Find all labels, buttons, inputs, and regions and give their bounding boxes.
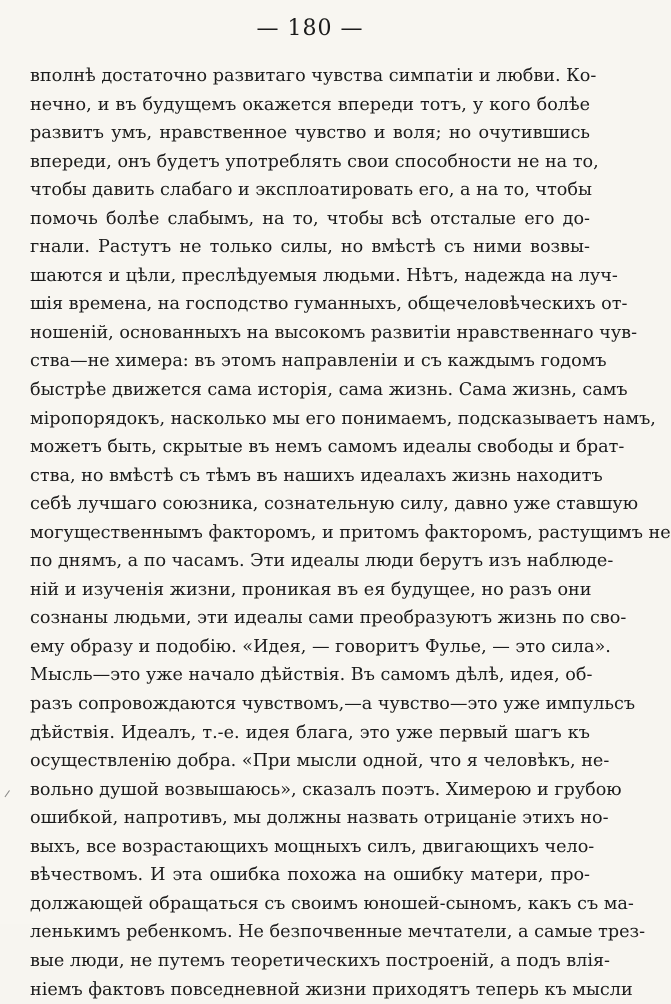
text-line: чтобы давить слабаго и эксплоатировать его, а на то, чтобы	[30, 176, 590, 205]
text-line: гнали. Растутъ не только силы, но вмѣстѣ съ ними возвы-	[30, 233, 590, 262]
text-line: ства—не химера: въ этомъ направленіи и съ каждымъ годомъ	[30, 347, 590, 376]
text-line: ній и изученія жизни, проникая въ ея будущее, но разъ они	[30, 576, 590, 605]
text-line: нечно, и въ будущемъ окажется впереди тотъ, у кого болѣе	[30, 91, 590, 120]
text-line: вольно душой возвышаюсь», сказалъ поэтъ. Химерою и грубою	[30, 776, 590, 805]
text-line: дѣйствія. Идеалъ, т.-е. идея блага, это уже первый шагъ къ	[30, 719, 590, 748]
margin-mark	[5, 790, 17, 802]
text-line: сознаны людьми, эти идеалы сами преобразуютъ жизнь по сво-	[30, 604, 590, 633]
text-line: разъ сопровождаются чувствомъ,—а чувство—это уже импульсъ	[30, 690, 590, 719]
text-line: вые люди, не путемъ теоретическихъ построеній, а подъ влія-	[30, 947, 590, 976]
text-line: должающей обращаться съ своимъ юношей-сыномъ, какъ съ ма-	[30, 890, 590, 919]
text-line: развитъ умъ, нравственное чувство и воля; но очутившись	[30, 119, 590, 148]
text-line: по днямъ, а по часамъ. Эти идеалы люди берутъ изъ наблюде-	[30, 547, 590, 576]
text-line: помочь болѣе слабымъ, на то, чтобы всѣ отсталые его до-	[30, 205, 590, 234]
text-line: себѣ лучшаго союзника, сознательную силу, давно уже ставшую	[30, 490, 590, 519]
text-line: міропорядокъ, насколько мы его понимаемъ, подсказываетъ намъ,	[30, 405, 590, 434]
text-line: осуществленію добра. «При мысли одной, что я человѣкъ, не-	[30, 747, 590, 776]
text-line: ношеній, основанныхъ на высокомъ развитіи нравственнаго чув-	[30, 319, 590, 348]
text-line: могущественнымъ факторомъ, и притомъ факторомъ, растущимъ не	[30, 519, 590, 548]
text-line: шаются и цѣли, преслѣдуемыя людьми. Нѣтъ, надежда на луч-	[30, 262, 590, 291]
text-line: быстрѣе движется сама исторія, сама жизнь. Сама жизнь, самъ	[30, 376, 590, 405]
text-line: Мысль—это уже начало дѣйствія. Въ самомъ дѣлѣ, идея, об-	[30, 661, 590, 690]
text-line: вѣчествомъ. И эта ошибка похожа на ошибку матери, про-	[30, 861, 590, 890]
text-line: можетъ быть, скрытые въ немъ самомъ идеалы свободы и брат-	[30, 433, 590, 462]
text-line: выхъ, все возрастающихъ мощныхъ силъ, двигающихъ чело-	[30, 833, 590, 862]
text-line: ошибкой, напротивъ, мы должны назвать отрицаніе этихъ но-	[30, 804, 590, 833]
text-line: ніемъ фактовъ повседневной жизни приходятъ теперь къ мысли	[30, 976, 590, 1004]
text-line: ему образу и подобію. «Идея, — говоритъ Фулье, — это сила».	[30, 633, 590, 662]
text-line: вполнѣ достаточно развитаго чувства симпатіи и любви. Ко-	[30, 62, 590, 91]
text-line: шія времена, на господство гуманныхъ, общечеловѣческихъ от-	[30, 290, 590, 319]
text-line: впереди, онъ будетъ употреблять свои способности не на то,	[30, 148, 590, 177]
text-line: ства, но вмѣстѣ съ тѣмъ въ нашихъ идеалахъ жизнь находитъ	[30, 462, 590, 491]
body-text	[30, 62, 590, 1004]
page-number: — 180 —	[0, 14, 620, 44]
text-line: ленькимъ ребенкомъ. Не безпочвенные мечтатели, а самые трез-	[30, 918, 590, 947]
